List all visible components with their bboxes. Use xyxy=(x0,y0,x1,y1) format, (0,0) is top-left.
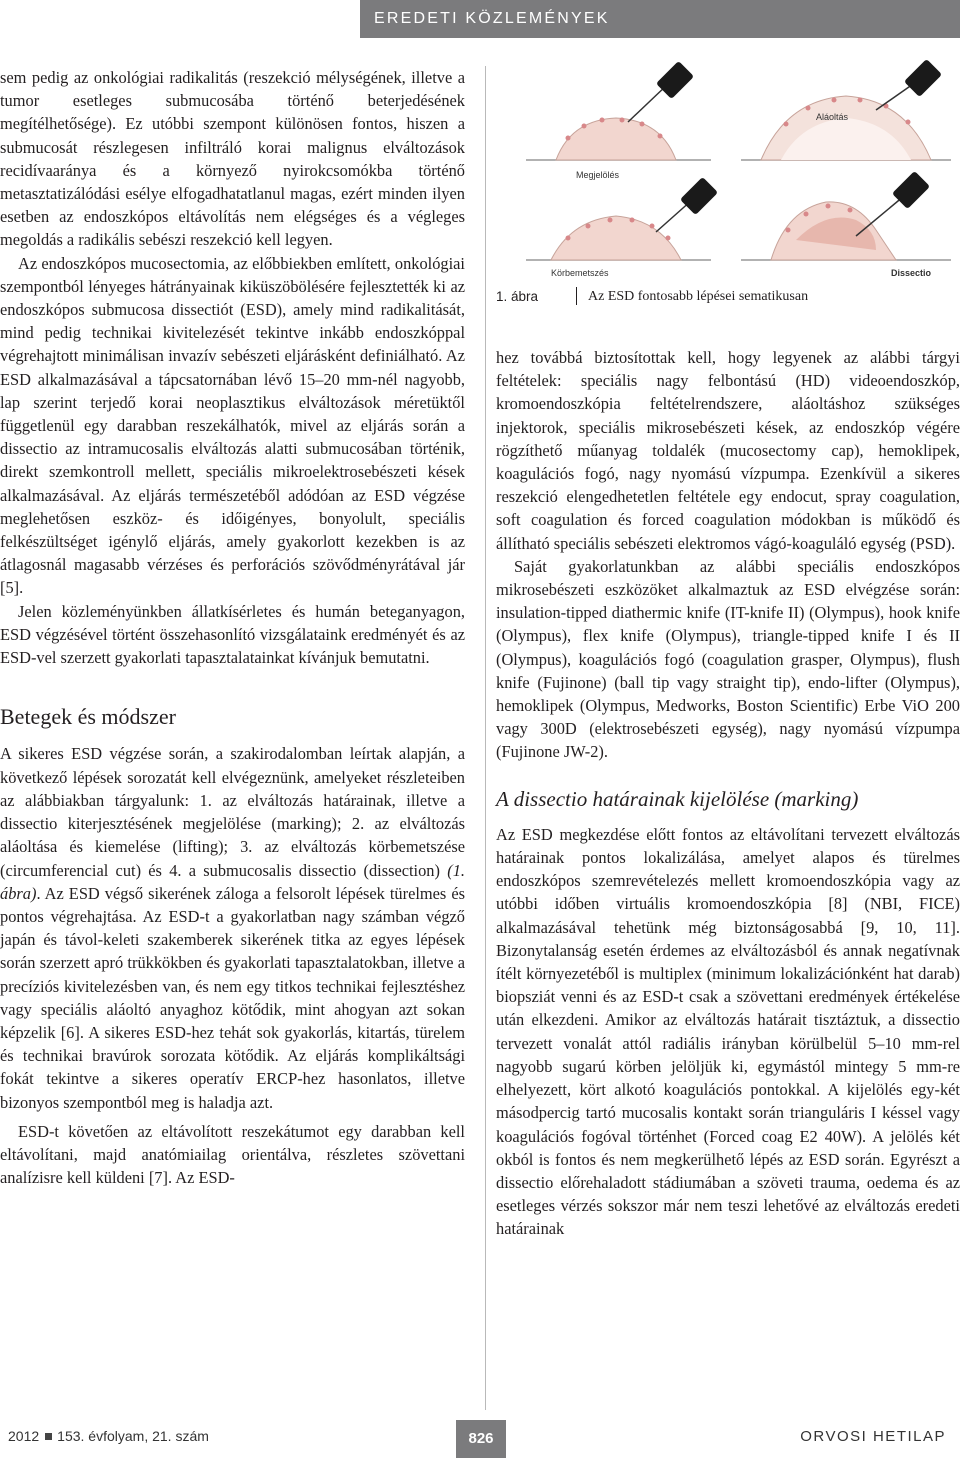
panel-lifting xyxy=(741,60,951,160)
paragraph-text: . Az ESD végső sikerének záloga a felsorolt lépések türelmes és pontos végrehajtása. Az ESD-t a gyakorlatban nagy számban végző japán és távol-keleti szakemberek sikerének titka az egyes lépések során szerzett apró trükkökben és gyakorlati tapasztalatokban, illetve a precíziós kivitelezésben van, és nem egy titkos technikai fejlesztéshez vagy speciális aláoltó anyaghoz kötődik, mint ahogyan azt sokan képzelik [6]. A sikeres ESD-hez tehát sok gyakorlás, kitartás, türelem és technikai bravúrok sorozata kötődik. Az eljárás komplikáltsági fokát tekintve a sikeres operatív ERCP-hez hasonlatos, illetve bizonyos szempontból meg is haladja azt. xyxy=(0,883,465,1112)
panel-circumferential-cut xyxy=(526,177,718,278)
paragraph: Az ESD megkezdése előtt fontos az eltávolítani tervezett elváltozás határainak pontos lokalizálása, amelyet alapos és türelmes endoszkópos szemrevételezés mellett kromoendoszkópia vagy az utóbbi időben virtuális kromoendoszkópia [8] (NBI, FICE) alkalmazásával tehetünk még biztonságosabbá [9, 10, 11]. Bizonytalanság esetén érdemes az elváltozásból és annak negatívnak ítélt környezetéből is multiplex (minimum lokalizációnként hat darab) biopsziát venni és az ESD-t csak a szövettani eredmények értékelése után elkezdeni. Amikor az elváltozás határait tisztáztuk, a dissectio tervezett vonalát attól radiális irányban körülbelül 5–10 mm-rel nagyobb sugarú körben jelöljük ki, egymástól mintegy 5 mm-re elhelyezett, kört alkotó koagulációs pontokkal. A kijelölés egy-két másodpercig tartó mucosalis kontakt során trianguláris I késsel vagy koagulációs fogóval történhet (Forced coag E2 40W). A jelölés két okból is fontos és nem megkerülhető lépés az ESD során. Egyrészt a dissectio előrehaladott stádiumában a szöveti trauma, oedema és az esetleges vérzés sokszor már nem teszi lehetővé az elváltozás eredeti határainak xyxy=(496,824,960,1239)
page-number-box xyxy=(456,1420,506,1458)
label-lifting: Aláoltás xyxy=(816,112,849,122)
paragraph: Saját gyakorlatunkban az alábbi speciális endoszkópos mikrosebészeti eszközöket alkalmaztuk az ESD elvégzése során: insulation-tipped diathermic knife (IT-knife II) (Olympus), hook knife (Olympus), flex knife (Olympus), triangle-tipped knife I és II (Olympus), koagulációs fogó (coagulation grasper, Olympus), flush knife (Fujinone) (ball tip vagy straight tip), endo-lifter (Olympus), hemoklipek (Olympus, Medworks, Boston Scientific) Erbe ViO 200 vagy 300D (elektrosebészeti egység), nagy nyomású vízpumpa (Fujinone JW-2). xyxy=(496,556,960,762)
footer-volume: 153. évfolyam, 21. szám xyxy=(57,1428,209,1444)
figure-caption-text: Az ESD fontosabb lépései sematikusan xyxy=(588,289,809,304)
right-column xyxy=(496,346,960,1241)
footer-year: 2012 xyxy=(8,1428,40,1444)
paragraph xyxy=(0,742,465,1113)
page-number: 826 xyxy=(468,1430,494,1447)
square-bullet-icon xyxy=(45,1433,52,1440)
paragraph: Az endoszkópos mucosectomia, az előbbiekben említett, onkológiai szempontból lényeges hátrányainak kiküszöbölésére fejlesztették ki az endoszkópos submucosa dissectiót (ESD), amely mind radikalitását, mind pedig technikai kivitelezését tekintve inkább endoszkóppal végrehajtott minimálisan invazív sebészeti eljárásként definiálható. Az ESD alkalmazásával a tápcsatornában lévő 15–20 mm-nél nagyobb, lap szerint terjedő korai neoplasztikus elváltozások méretüktől függetlenül egy darabban reszekálhatók, mivel az eljárás során a dissectio az intramucosalis elváltozás alatti submucosában történik, direkt szemkontroll mellett, speciális mikroelektrosebészeti kések alkalmazásával. Az eljárás természetéből adódóan az ESD végzése meglehetősen eszköz- és időigényes, bonyolult, speciális felkészültséget igénylő eljárás, amely gyakorlott kezekben is az átlagosnál magasabb vérzéses és perforációs szövődményrátával jár [5]. xyxy=(0,253,465,598)
figure-reference: (1. ábra) xyxy=(0,860,465,903)
journal-name: ORVOSI HETILAP xyxy=(800,1428,946,1445)
section-title: EREDETI KÖZLEMÉNYEK xyxy=(374,10,610,27)
footer-issue-info xyxy=(8,1428,209,1444)
panel-marking xyxy=(526,61,711,180)
subsection-heading: A dissectio határainak kijelölése (marking) xyxy=(496,786,859,811)
caption-divider xyxy=(576,287,577,305)
panel-dissection xyxy=(741,171,951,278)
esd-schematic-image xyxy=(496,60,960,280)
paragraph: Jelen közleményünkben állatkísérletes és humán beteganyagon, ESD végzésével történt összehasonlító vizsgálataink eredményét és az ESD-vel szerzett gyakorlati tapasztalatainkat kívánjuk bemutatni. xyxy=(0,601,465,668)
section-header xyxy=(360,0,960,38)
section-heading: Betegek és módszer xyxy=(0,704,176,730)
figure-number: 1. ábra xyxy=(496,289,539,304)
page-footer xyxy=(0,1418,960,1458)
paragraph: sem pedig az onkológiai radikalitás (reszekció mélységének, illetve a tumor esetleges submucosába történő beterjedésének megítélhetősége). Ez utóbbi szempont különösen fontos, hiszen a submucosát részlegesen infiltráló korai malignus elváltozások recidívaaránya és a környező nyirokcsomókba történő metasztatizálódási esélye elfogadhatatlanul magas, ezért minden ilyen esetben az endoszkópos eltávolítás nem elégséges és a végleges megoldás a radikális sebészi reszekció kell legyen. xyxy=(0,68,465,250)
label-dissection: Dissectio xyxy=(891,268,932,278)
figure-esd-steps xyxy=(496,60,960,280)
paragraph: hez továbbá biztosítottak kell, hogy legyenek az alábbi tárgyi feltételek: speciális nagy felbontású (HD) videoendoszkóp, kromoendoszkópia feltételrendszere, aláoltáshoz szükséges injektorok, speciális mikrosebészeti kések, az endoszkóp végére rögzíthető műanyag toldalék (mucosectomy cap), hemoklipek, koagulációs fogó, nagy nyomású vízpumpa. Ezenkívül a sikeres reszekció elengedhetetlen feltétele egy endocut, spray coagulation, soft coagulation és forced coagulation módokban is működő és állítható speciális sebészeti elektromos vágó-koaguláló egység (PSD). xyxy=(496,348,960,553)
left-column xyxy=(0,66,465,1189)
label-marking: Megjelölés xyxy=(576,170,620,180)
label-circumferential-cut: Körbemetszés xyxy=(551,268,609,278)
paragraph-text: A sikeres ESD végzése során, a szakirodalomban leírtak alapján, a következő lépések sorozatát kell elvégeznünk, amelyeket részleteiben az alábbiakban tárgyalunk: 1. az elváltozás határainak, illetve a dissectio kiterjesztésének megjelölése (marking); 2. az elváltozás aláoltása és kiemelése (lifting); 3. az elváltozás körbemetszése (circumferencial cut) és 4. a submucosalis dissectio (dissection) xyxy=(0,744,465,880)
column-divider xyxy=(485,66,486,1410)
paragraph: ESD-t követően az eltávolított reszekátumot egy darabban kell eltávolítani, majd anatómiailag orientálva, részletes szövettani analízisre kell küldeni [7]. Az ESD- xyxy=(0,1121,465,1188)
